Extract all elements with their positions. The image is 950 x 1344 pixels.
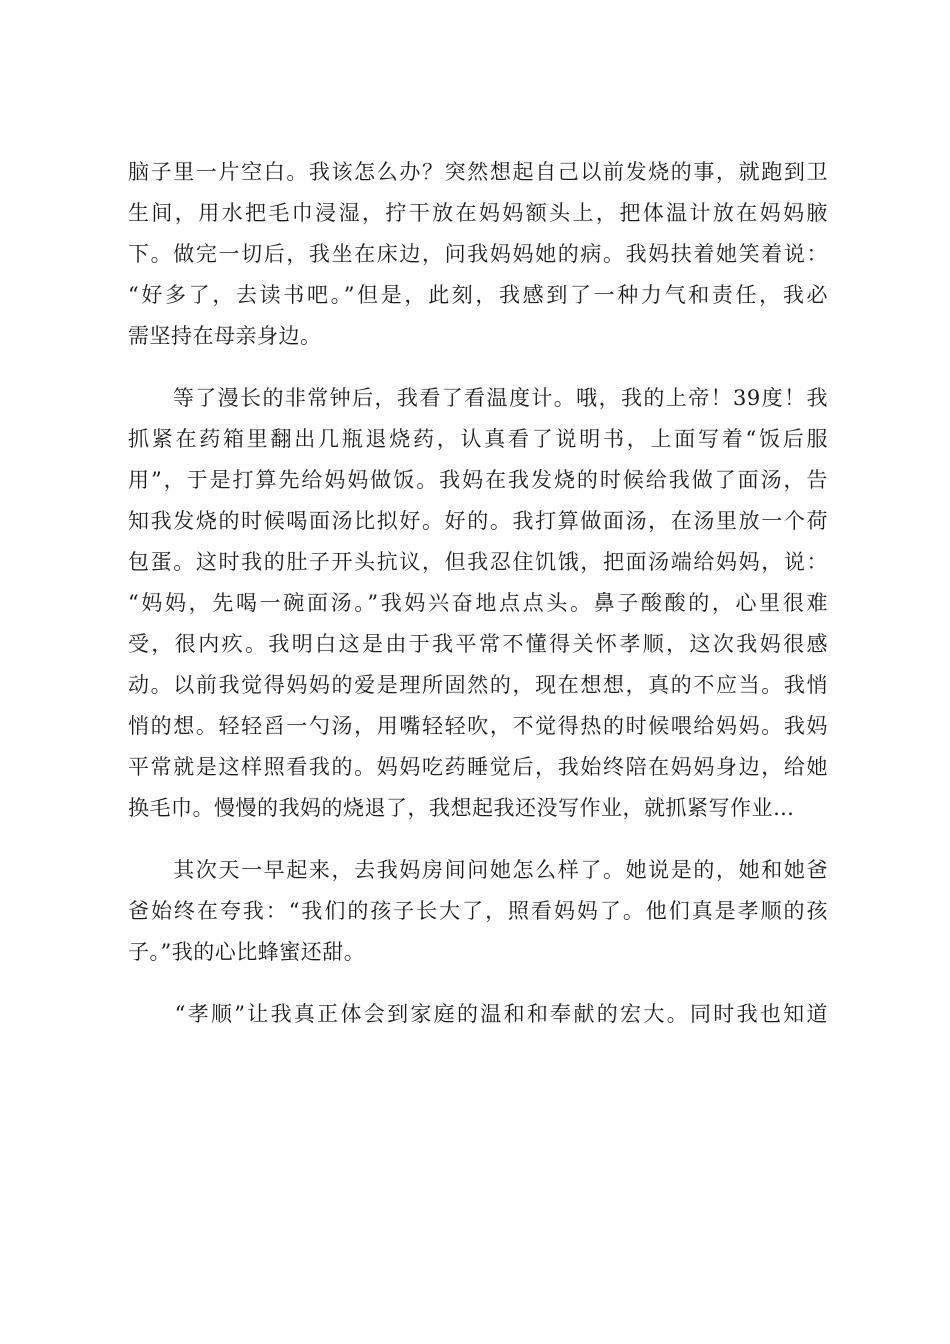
text-line: 下。做完一切后，我坐在床边，问我妈妈她的病。我妈扶着她笑着说： — [128, 242, 828, 266]
text-line: 生间，用水把毛巾浸湿，拧干放在妈妈额头上，把体温计放在妈妈腋 — [128, 201, 828, 225]
text-line: “好多了，去读书吧。”但是，此刻，我感到了一种力气和责任，我必 — [128, 283, 828, 307]
paragraph-3 — [128, 850, 828, 973]
text-line: 平常就是这样照看我的。妈妈吃药睡觉后，我始终陪在妈妈身边，给她 — [128, 755, 828, 779]
text-line: 脑子里一片空白。我该怎么办？突然想起自己以前发烧的事，就跑到卫 — [128, 160, 828, 184]
text-line: 需坚持在母亲身边。 — [128, 324, 322, 348]
text-line: 等了漫长的非常钟后，我看了看温度计。哦，我的上帝！39度！我 — [128, 386, 828, 410]
text-line: 包蛋。这时我的肚子开头抗议，但我忍住饥饿，把面汤端给妈妈，说： — [128, 550, 828, 574]
text-line: 抓紧在药箱里翻出几瓶退烧药，认真看了说明书，上面写着“饭后服 — [128, 427, 828, 451]
text-line: 动。以前我觉得妈妈的爱是理所固然的，现在想想，真的不应当。我悄 — [128, 673, 828, 697]
document-body — [128, 152, 828, 1056]
text-line: “孝顺”让我真正体会到家庭的温和和奉献的宏大。同时我也知道 — [128, 1002, 828, 1026]
text-line: “妈妈，先喝一碗面汤。”我妈兴奋地点点头。鼻子酸酸的，心里很难 — [128, 591, 828, 615]
text-line: 其次天一早起来，去我妈房间问她怎么样了。她说是的，她和她爸 — [128, 858, 828, 882]
paragraph-2 — [128, 378, 828, 829]
text-line: 子。”我的心比蜂蜜还甜。 — [128, 940, 366, 964]
paragraph-1 — [128, 152, 828, 357]
text-line: 知我发烧的时候喝面汤比拟好。好的。我打算做面汤，在汤里放一个荷 — [128, 509, 828, 533]
text-line: 受，很内疚。我明白这是由于我平常不懂得关怀孝顺，这次我妈很感 — [128, 632, 828, 656]
text-line: 换毛巾。慢慢的我妈的烧退了，我想起我还没写作业，就抓紧写作业… — [128, 796, 795, 820]
text-line: 悄的想。轻轻舀一勺汤，用嘴轻轻吹，不觉得热的时候喂给妈妈。我妈 — [128, 714, 828, 738]
text-line: 爸始终在夸我：“我们的孩子长大了，照看妈妈了。他们真是孝顺的孩 — [128, 899, 828, 923]
paragraph-4 — [128, 994, 828, 1035]
text-line: 用”，于是打算先给妈妈做饭。我妈在我发烧的时候给我做了面汤，告 — [128, 468, 828, 492]
